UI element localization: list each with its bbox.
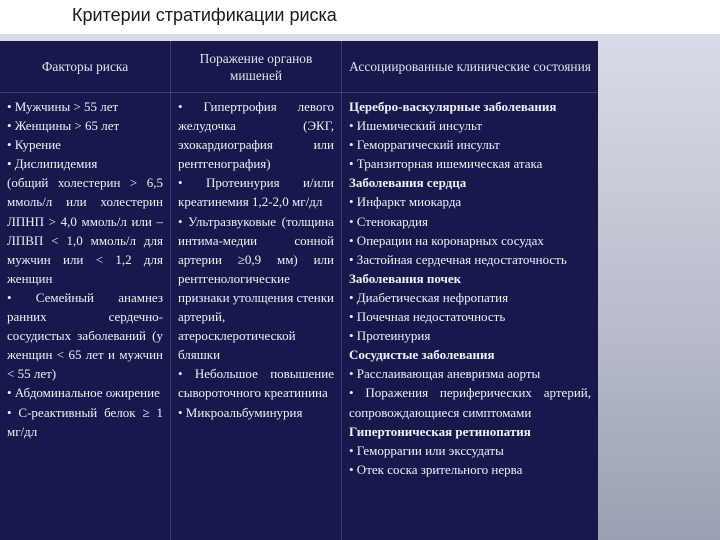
list-item: • Женщины > 65 лет bbox=[7, 118, 120, 134]
list-item: • Отек соска зрительного нерва bbox=[349, 461, 523, 477]
list-item: • Инфаркт миокарда bbox=[349, 194, 462, 210]
list-item: • Геморрагический инсульт bbox=[349, 137, 500, 153]
list-item: • Протеинурия bbox=[349, 328, 431, 344]
header-associated-conditions: Ассоциированные клинические состояния bbox=[341, 41, 598, 92]
list-item: • С-реактивный белок ≥ 1 мг/дл bbox=[7, 404, 163, 439]
section-heading: Сосудистые заболевания bbox=[349, 347, 495, 363]
header-risk-factors: Факторы риска bbox=[41, 59, 129, 74]
list-item: • Стенокардия bbox=[349, 213, 428, 229]
list-item: • Микроальбуминурия bbox=[178, 404, 303, 420]
associated-conditions-cell bbox=[341, 92, 598, 540]
section-heading: Заболевания почек bbox=[349, 270, 462, 286]
list-item: • Семейный анамнез ранних сердечно-сосудистых заболеваний (у женщин < 65 лет и мужчин < 55 лет) bbox=[7, 289, 163, 382]
header-target-organ-damage: Поражение органов мишеней bbox=[170, 41, 341, 92]
list-item: • Застойная сердечная недостаточность bbox=[349, 251, 567, 267]
list-item: • Ультразвуковые (толщина интима-медии сонной артерии ≥0,9 мм) или рентгенологические признаки утолщения стенки артерий, атеросклеротической бляшки bbox=[178, 213, 334, 363]
list-item: • Поражения периферических артерий, сопровождающиеся симптомами bbox=[349, 385, 591, 420]
list-item: • Диабетическая нефропатия bbox=[349, 289, 509, 305]
list-item: • Транзиторная ишемическая атака bbox=[349, 156, 543, 172]
list-item: • Мужчины > 55 лет bbox=[7, 99, 119, 114]
list-item: • Ишемический инсульт bbox=[349, 118, 483, 134]
list-item: • Геморрагии или экссудаты bbox=[349, 442, 504, 458]
list-item: • Курение bbox=[7, 137, 61, 153]
risk-factors-cell bbox=[0, 92, 170, 540]
list-item: • Почечная недостаточность bbox=[349, 309, 506, 325]
target-organ-damage-cell bbox=[170, 92, 341, 540]
risk-criteria-table bbox=[0, 41, 598, 540]
slide-title: Критерии стратификации риска bbox=[72, 5, 337, 25]
list-item: • Небольшое повышение сывороточного креатинина bbox=[178, 366, 334, 401]
list-item: • Расслаивающая аневризма аорты bbox=[349, 366, 541, 382]
section-heading: Заболевания сердца bbox=[349, 175, 467, 191]
list-item: • Гипертрофия левого желудочка (ЭКГ, эхокардиография или рентгенография) bbox=[178, 99, 334, 172]
list-item: • Протеинурия и/или креатинемия 1,2-2,0 мг/дл bbox=[178, 175, 334, 210]
list-item: • Абдоминальное ожирение bbox=[7, 385, 160, 401]
list-item: • Операции на коронарных сосудах bbox=[349, 232, 544, 248]
list-item: (общий холестерин > 6,5 ммоль/л или холестерин ЛПНП > 4,0 ммоль/л или – ЛПВП < 1,0 ммоль/л для мужчин или < 1,2 для женщин bbox=[7, 175, 163, 286]
list-item: • Дислипидемия bbox=[7, 156, 98, 172]
section-heading: Церебро-васкулярные заболевания bbox=[349, 99, 557, 114]
section-heading: Гипертоническая ретинопатия bbox=[349, 423, 531, 439]
